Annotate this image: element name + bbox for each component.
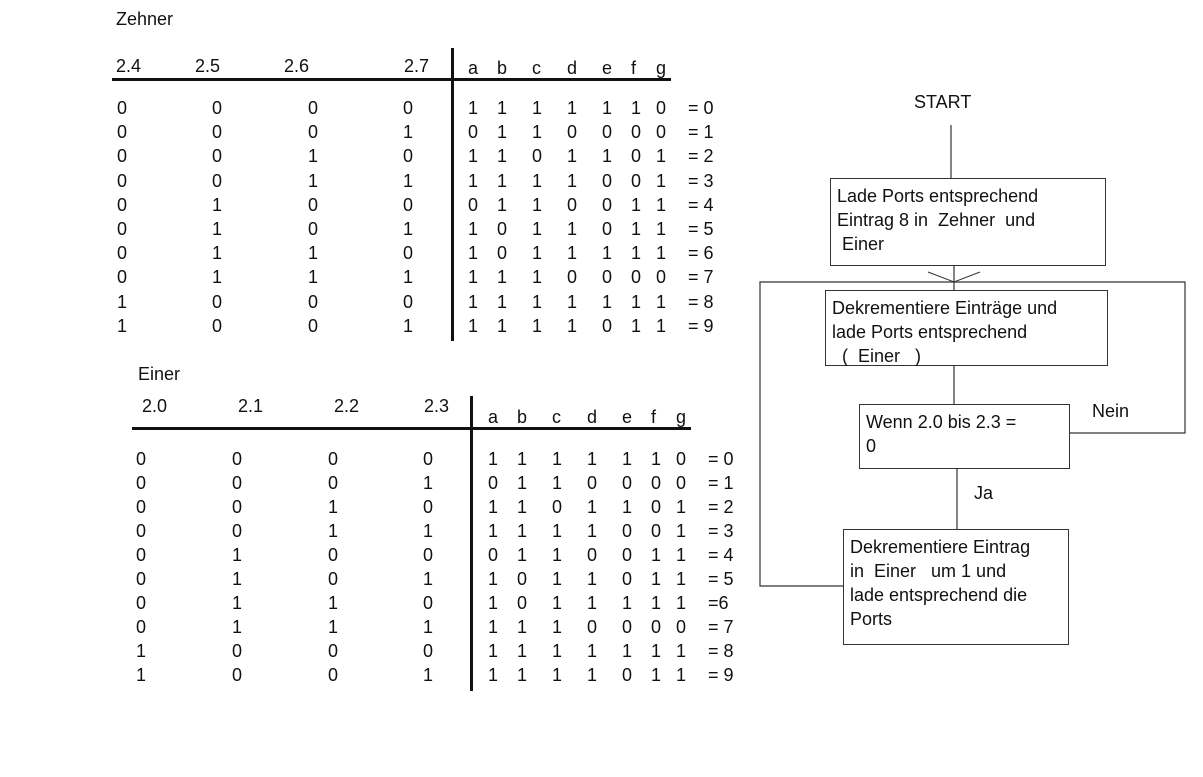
zehner-digit-result: = 8 bbox=[688, 291, 714, 312]
einer-input-header: 2.1 bbox=[238, 396, 264, 416]
einer-digit-result: = 8 bbox=[708, 641, 734, 661]
zehner-segment-cell: 0 bbox=[497, 219, 508, 239]
zehner-segment-cell: 1 bbox=[497, 267, 508, 288]
einer-input-cell: 0 bbox=[232, 497, 243, 517]
zehner-digit-result: = 1 bbox=[688, 122, 714, 143]
einer-input-cell: 0 bbox=[423, 449, 434, 469]
einer-segment-cell: 1 bbox=[587, 665, 598, 685]
einer-segment-cell: 1 bbox=[552, 545, 563, 565]
einer-segment-cell: 1 bbox=[552, 473, 563, 493]
zehner-input-cell: 1 bbox=[308, 267, 319, 288]
zehner-input-cell: 1 bbox=[308, 170, 319, 191]
einer-digit-result: =6 bbox=[708, 593, 729, 613]
einer-digit-result: = 9 bbox=[708, 665, 734, 685]
zehner-segment-header-d: d bbox=[567, 58, 578, 78]
einer-input-cell: 0 bbox=[232, 665, 243, 685]
flow-label-no: Nein bbox=[1092, 401, 1130, 421]
einer-input-cell: 1 bbox=[423, 617, 434, 637]
einer-segment-cell: 1 bbox=[651, 545, 662, 565]
zehner-input-cell: 1 bbox=[212, 219, 223, 239]
zehner-segment-cell: 0 bbox=[497, 243, 508, 264]
zehner-input-cell: 0 bbox=[117, 98, 128, 118]
zehner-segment-cell: 1 bbox=[631, 194, 642, 215]
zehner-segment-cell: 1 bbox=[567, 219, 578, 239]
zehner-input-cell: 0 bbox=[403, 243, 414, 264]
zehner-segment-cell: 1 bbox=[532, 170, 543, 191]
zehner-digit-result: = 0 bbox=[688, 98, 714, 118]
einer-segment-cell: 1 bbox=[676, 545, 687, 565]
zehner-input-cell: 0 bbox=[212, 146, 223, 167]
einer-segment-cell: 0 bbox=[651, 473, 662, 493]
einer-input-cell: 1 bbox=[136, 641, 147, 661]
zehner-segment-header-c: c bbox=[532, 58, 541, 78]
einer-digit-result: = 5 bbox=[708, 569, 734, 589]
einer-segment-cell: 1 bbox=[552, 641, 563, 661]
zehner-segment-header-b: b bbox=[497, 58, 508, 78]
einer-segment-header-f: f bbox=[651, 407, 657, 427]
einer-input-cell: 0 bbox=[423, 593, 434, 613]
zehner-input-cell: 0 bbox=[117, 267, 128, 288]
zehner-input-cell: 0 bbox=[403, 194, 414, 215]
zehner-segment-cell: 1 bbox=[631, 219, 642, 239]
zehner-segment-cell: 1 bbox=[656, 170, 667, 191]
einer-input-cell: 0 bbox=[136, 449, 147, 469]
zehner-digit-result: = 2 bbox=[688, 146, 714, 167]
einer-segment-cell: 1 bbox=[488, 593, 499, 613]
einer-segment-cell: 1 bbox=[651, 593, 662, 613]
flow-decision-box: Wenn 2.0 bis 2.3 = 0 bbox=[859, 404, 1070, 469]
zehner-segment-cell: 1 bbox=[497, 291, 508, 312]
zehner-digit-result: = 9 bbox=[688, 315, 714, 336]
zehner-input-cell: 1 bbox=[212, 194, 223, 215]
einer-input-cell: 0 bbox=[136, 497, 147, 517]
zehner-segment-cell: 1 bbox=[497, 194, 508, 215]
zehner-segment-cell: 1 bbox=[567, 146, 578, 167]
einer-segment-cell: 1 bbox=[517, 473, 528, 493]
einer-segment-cell: 0 bbox=[676, 473, 687, 493]
zehner-segment-cell: 1 bbox=[567, 315, 578, 336]
zehner-segment-cell: 1 bbox=[656, 194, 667, 215]
einer-segment-cell: 1 bbox=[488, 641, 499, 661]
zehner-segment-header-a: a bbox=[468, 58, 479, 78]
einer-segment-cell: 0 bbox=[552, 497, 563, 517]
einer-segment-cell: 1 bbox=[676, 665, 687, 685]
zehner-segment-cell: 1 bbox=[497, 146, 508, 167]
zehner-segment-cell: 1 bbox=[602, 291, 613, 312]
einer-input-cell: 1 bbox=[328, 617, 339, 637]
einer-input-cell: 0 bbox=[328, 449, 339, 469]
zehner-input-cell: 1 bbox=[117, 315, 128, 336]
einer-input-cell: 0 bbox=[423, 497, 434, 517]
flow-start-label: START bbox=[914, 92, 972, 112]
zehner-segment-header-f: f bbox=[631, 58, 637, 78]
zehner-input-cell: 1 bbox=[308, 146, 319, 167]
zehner-segment-cell: 1 bbox=[656, 219, 667, 239]
einer-input-cell: 1 bbox=[232, 569, 243, 589]
zehner-segment-cell: 1 bbox=[468, 291, 479, 312]
zehner-digit-result: = 3 bbox=[688, 170, 714, 191]
einer-input-cell: 0 bbox=[136, 545, 147, 565]
zehner-segment-header-g: g bbox=[656, 58, 667, 78]
einer-input-cell: 0 bbox=[423, 545, 434, 565]
zehner-segment-cell: 1 bbox=[631, 98, 642, 118]
einer-segment-cell: 0 bbox=[651, 497, 662, 517]
zehner-segment-cell: 1 bbox=[468, 146, 479, 167]
zehner-segment-cell: 1 bbox=[656, 315, 667, 336]
zehner-segment-cell: 1 bbox=[497, 315, 508, 336]
zehner-segment-cell: 0 bbox=[602, 267, 613, 288]
einer-segment-cell: 1 bbox=[488, 521, 499, 541]
zehner-segment-cell: 1 bbox=[532, 315, 543, 336]
zehner-input-cell: 0 bbox=[117, 219, 128, 239]
einer-segment-cell: 1 bbox=[622, 641, 633, 661]
einer-input-cell: 0 bbox=[328, 641, 339, 661]
zehner-segment-header-e: e bbox=[602, 58, 613, 78]
einer-input-cell: 1 bbox=[232, 545, 243, 565]
zehner-segment-cell: 0 bbox=[602, 219, 613, 239]
einer-segment-cell: 0 bbox=[676, 449, 687, 469]
zehner-segment-cell: 1 bbox=[497, 122, 508, 143]
zehner-input-cell: 0 bbox=[403, 98, 414, 118]
zehner-segment-cell: 1 bbox=[567, 170, 578, 191]
zehner-segment-cell: 0 bbox=[631, 170, 642, 191]
zehner-segment-cell: 1 bbox=[468, 98, 479, 118]
einer-segment-cell: 1 bbox=[517, 545, 528, 565]
einer-segment-cell: 0 bbox=[517, 593, 528, 613]
einer-segment-header-c: c bbox=[552, 407, 561, 427]
zehner-segment-cell: 1 bbox=[602, 98, 613, 118]
einer-input-cell: 0 bbox=[136, 521, 147, 541]
zehner-input-cell: 0 bbox=[117, 194, 128, 215]
zehner-segment-cell: 0 bbox=[656, 122, 667, 143]
einer-input-cell: 0 bbox=[328, 545, 339, 565]
zehner-segment-cell: 1 bbox=[567, 291, 578, 312]
zehner-segment-cell: 1 bbox=[656, 146, 667, 167]
zehner-segment-cell: 1 bbox=[497, 170, 508, 191]
einer-segment-cell: 1 bbox=[517, 665, 528, 685]
einer-segment-cell: 0 bbox=[622, 617, 633, 637]
einer-input-header: 2.2 bbox=[334, 396, 360, 416]
einer-segment-cell: 0 bbox=[488, 473, 499, 493]
zehner-segment-cell: 0 bbox=[656, 98, 667, 118]
einer-input-cell: 0 bbox=[136, 569, 147, 589]
zehner-segment-cell: 1 bbox=[532, 219, 543, 239]
einer-segment-cell: 1 bbox=[587, 569, 598, 589]
einer-segment-cell: 0 bbox=[587, 617, 598, 637]
zehner-segment-cell: 0 bbox=[602, 194, 613, 215]
einer-input-cell: 1 bbox=[328, 521, 339, 541]
zehner-segment-cell: 1 bbox=[532, 98, 543, 118]
zehner-segment-cell: 1 bbox=[602, 243, 613, 264]
einer-segment-cell: 1 bbox=[552, 569, 563, 589]
einer-input-cell: 1 bbox=[136, 665, 147, 685]
einer-segment-cell: 0 bbox=[651, 617, 662, 637]
einer-segment-cell: 1 bbox=[587, 449, 598, 469]
zehner-input-cell: 0 bbox=[117, 146, 128, 167]
einer-segment-cell: 1 bbox=[651, 449, 662, 469]
einer-segment-cell: 1 bbox=[517, 617, 528, 637]
einer-title: Einer bbox=[138, 364, 181, 384]
zehner-segment-cell: 0 bbox=[656, 267, 667, 288]
zehner-input-cell: 0 bbox=[308, 219, 319, 239]
einer-segment-cell: 1 bbox=[622, 497, 633, 517]
einer-segment-cell: 0 bbox=[622, 569, 633, 589]
einer-input-cell: 0 bbox=[136, 593, 147, 613]
zehner-input-header: 2.5 bbox=[195, 56, 221, 76]
zehner-input-cell: 0 bbox=[403, 146, 414, 167]
einer-segment-cell: 1 bbox=[587, 593, 598, 613]
zehner-segment-cell: 0 bbox=[567, 267, 578, 288]
zehner-segment-cell: 1 bbox=[468, 219, 479, 239]
zehner-segment-cell: 1 bbox=[468, 315, 479, 336]
einer-input-cell: 1 bbox=[423, 569, 434, 589]
einer-segment-cell: 1 bbox=[552, 593, 563, 613]
zehner-input-cell: 1 bbox=[212, 243, 223, 264]
einer-segment-cell: 1 bbox=[552, 665, 563, 685]
einer-segment-cell: 1 bbox=[552, 521, 563, 541]
einer-segment-header-b: b bbox=[517, 407, 528, 427]
zehner-segment-cell: 1 bbox=[656, 291, 667, 312]
zehner-input-cell: 0 bbox=[117, 170, 128, 191]
einer-segment-cell: 1 bbox=[622, 449, 633, 469]
zehner-input-cell: 0 bbox=[308, 315, 319, 336]
einer-input-header: 2.3 bbox=[424, 396, 450, 416]
einer-segment-cell: 1 bbox=[517, 521, 528, 541]
einer-segment-header-g: g bbox=[676, 407, 687, 427]
einer-segment-cell: 1 bbox=[488, 497, 499, 517]
einer-segment-header-e: e bbox=[622, 407, 633, 427]
einer-segment-cell: 1 bbox=[488, 569, 499, 589]
einer-segment-cell: 1 bbox=[676, 497, 687, 517]
einer-segment-header-d: d bbox=[587, 407, 598, 427]
einer-input-cell: 1 bbox=[328, 497, 339, 517]
einer-segment-cell: 0 bbox=[676, 617, 687, 637]
einer-segment-cell: 1 bbox=[517, 449, 528, 469]
zehner-input-cell: 0 bbox=[308, 194, 319, 215]
einer-input-cell: 0 bbox=[136, 617, 147, 637]
zehner-segment-cell: 0 bbox=[532, 146, 543, 167]
einer-digit-result: = 0 bbox=[708, 449, 734, 469]
einer-segment-cell: 1 bbox=[488, 617, 499, 637]
einer-segment-cell: 0 bbox=[622, 545, 633, 565]
zehner-input-cell: 0 bbox=[403, 291, 414, 312]
zehner-input-cell: 1 bbox=[403, 315, 414, 336]
zehner-segment-cell: 0 bbox=[631, 122, 642, 143]
einer-segment-cell: 1 bbox=[488, 665, 499, 685]
einer-digit-result: = 3 bbox=[708, 521, 734, 541]
zehner-input-cell: 1 bbox=[403, 219, 414, 239]
einer-segment-cell: 1 bbox=[517, 641, 528, 661]
einer-segment-cell: 1 bbox=[552, 617, 563, 637]
zehner-input-cell: 1 bbox=[212, 267, 223, 288]
zehner-segment-cell: 1 bbox=[532, 267, 543, 288]
zehner-segment-cell: 1 bbox=[656, 243, 667, 264]
zehner-segment-cell: 0 bbox=[468, 122, 479, 143]
einer-segment-cell: 0 bbox=[587, 545, 598, 565]
zehner-input-cell: 0 bbox=[212, 291, 223, 312]
zehner-segment-cell: 1 bbox=[567, 243, 578, 264]
zehner-input-cell: 0 bbox=[308, 98, 319, 118]
einer-input-cell: 0 bbox=[232, 641, 243, 661]
zehner-segment-cell: 0 bbox=[567, 122, 578, 143]
zehner-segment-cell: 0 bbox=[468, 194, 479, 215]
einer-input-cell: 1 bbox=[328, 593, 339, 613]
zehner-input-cell: 0 bbox=[212, 170, 223, 191]
einer-segment-cell: 1 bbox=[651, 641, 662, 661]
zehner-input-cell: 1 bbox=[403, 170, 414, 191]
zehner-title: Zehner bbox=[116, 9, 174, 29]
einer-segment-cell: 0 bbox=[587, 473, 598, 493]
zehner-segment-cell: 0 bbox=[631, 267, 642, 288]
einer-segment-cell: 1 bbox=[676, 641, 687, 661]
zehner-digit-result: = 7 bbox=[688, 267, 714, 288]
zehner-segment-cell: 0 bbox=[602, 170, 613, 191]
zehner-input-header: 2.7 bbox=[404, 56, 430, 76]
einer-segment-cell: 1 bbox=[587, 497, 598, 517]
zehner-segment-cell: 1 bbox=[532, 194, 543, 215]
einer-input-cell: 1 bbox=[232, 617, 243, 637]
einer-segment-cell: 0 bbox=[488, 545, 499, 565]
zehner-segment-cell: 1 bbox=[468, 267, 479, 288]
einer-digit-result: = 4 bbox=[708, 545, 734, 565]
einer-segment-cell: 1 bbox=[676, 593, 687, 613]
einer-digit-result: = 1 bbox=[708, 473, 734, 493]
zehner-digit-result: = 6 bbox=[688, 243, 714, 264]
zehner-segment-cell: 0 bbox=[602, 122, 613, 143]
zehner-segment-cell: 1 bbox=[532, 291, 543, 312]
einer-segment-cell: 1 bbox=[676, 569, 687, 589]
einer-input-cell: 0 bbox=[328, 665, 339, 685]
zehner-input-cell: 0 bbox=[308, 291, 319, 312]
zehner-segment-cell: 1 bbox=[532, 243, 543, 264]
einer-segment-cell: 0 bbox=[651, 521, 662, 541]
einer-segment-cell: 1 bbox=[622, 593, 633, 613]
zehner-input-cell: 0 bbox=[212, 315, 223, 336]
flow-box-load-ports: Lade Ports entsprechend Eintrag 8 in Zehner und Einer bbox=[830, 178, 1106, 266]
einer-input-cell: 1 bbox=[423, 665, 434, 685]
zehner-input-cell: 0 bbox=[212, 122, 223, 143]
einer-segment-cell: 0 bbox=[622, 521, 633, 541]
zehner-segment-cell: 1 bbox=[532, 122, 543, 143]
zehner-digit-result: = 4 bbox=[688, 194, 714, 215]
zehner-segment-cell: 0 bbox=[567, 194, 578, 215]
einer-segment-header-a: a bbox=[488, 407, 499, 427]
zehner-input-cell: 1 bbox=[403, 267, 414, 288]
zehner-input-header: 2.6 bbox=[284, 56, 310, 76]
zehner-input-cell: 0 bbox=[117, 243, 128, 264]
zehner-segment-cell: 1 bbox=[567, 98, 578, 118]
zehner-segment-cell: 1 bbox=[468, 170, 479, 191]
zehner-segment-cell: 1 bbox=[631, 315, 642, 336]
einer-input-cell: 0 bbox=[423, 641, 434, 661]
einer-input-cell: 0 bbox=[328, 473, 339, 493]
zehner-segment-cell: 1 bbox=[631, 243, 642, 264]
einer-segment-cell: 1 bbox=[651, 665, 662, 685]
flow-box-decrement: Dekrementiere Einträge und lade Ports entsprechend ( Einer ) bbox=[825, 290, 1108, 366]
einer-segment-cell: 0 bbox=[622, 665, 633, 685]
zehner-segment-cell: 1 bbox=[468, 243, 479, 264]
zehner-segment-cell: 0 bbox=[631, 146, 642, 167]
zehner-input-cell: 0 bbox=[308, 122, 319, 143]
einer-segment-cell: 0 bbox=[517, 569, 528, 589]
einer-input-cell: 1 bbox=[232, 593, 243, 613]
einer-digit-result: = 2 bbox=[708, 497, 734, 517]
zehner-input-cell: 1 bbox=[117, 291, 128, 312]
flow-box-decrement-einer: Dekrementiere Eintrag in Einer um 1 und lade entsprechend die Ports bbox=[843, 529, 1069, 645]
zehner-digit-result: = 5 bbox=[688, 219, 714, 239]
einer-input-cell: 0 bbox=[232, 521, 243, 541]
einer-segment-cell: 0 bbox=[622, 473, 633, 493]
flow-label-yes: Ja bbox=[974, 483, 994, 503]
einer-digit-result: = 7 bbox=[708, 617, 734, 637]
einer-segment-cell: 1 bbox=[587, 641, 598, 661]
einer-segment-cell: 1 bbox=[488, 449, 499, 469]
einer-segment-cell: 1 bbox=[587, 521, 598, 541]
zehner-input-cell: 1 bbox=[403, 122, 414, 143]
zehner-input-header: 2.4 bbox=[116, 56, 142, 76]
einer-input-cell: 0 bbox=[328, 569, 339, 589]
einer-input-header: 2.0 bbox=[142, 396, 168, 416]
einer-input-cell: 0 bbox=[232, 449, 243, 469]
zehner-input-cell: 1 bbox=[308, 243, 319, 264]
zehner-segment-cell: 1 bbox=[631, 291, 642, 312]
zehner-segment-cell: 0 bbox=[602, 315, 613, 336]
einer-input-cell: 0 bbox=[232, 473, 243, 493]
einer-segment-cell: 1 bbox=[676, 521, 687, 541]
einer-input-cell: 1 bbox=[423, 521, 434, 541]
einer-segment-cell: 1 bbox=[651, 569, 662, 589]
einer-input-cell: 1 bbox=[423, 473, 434, 493]
zehner-input-cell: 0 bbox=[212, 98, 223, 118]
zehner-segment-cell: 1 bbox=[497, 98, 508, 118]
einer-input-cell: 0 bbox=[136, 473, 147, 493]
zehner-segment-cell: 1 bbox=[602, 146, 613, 167]
einer-segment-cell: 1 bbox=[517, 497, 528, 517]
zehner-input-cell: 0 bbox=[117, 122, 128, 143]
einer-segment-cell: 1 bbox=[552, 449, 563, 469]
